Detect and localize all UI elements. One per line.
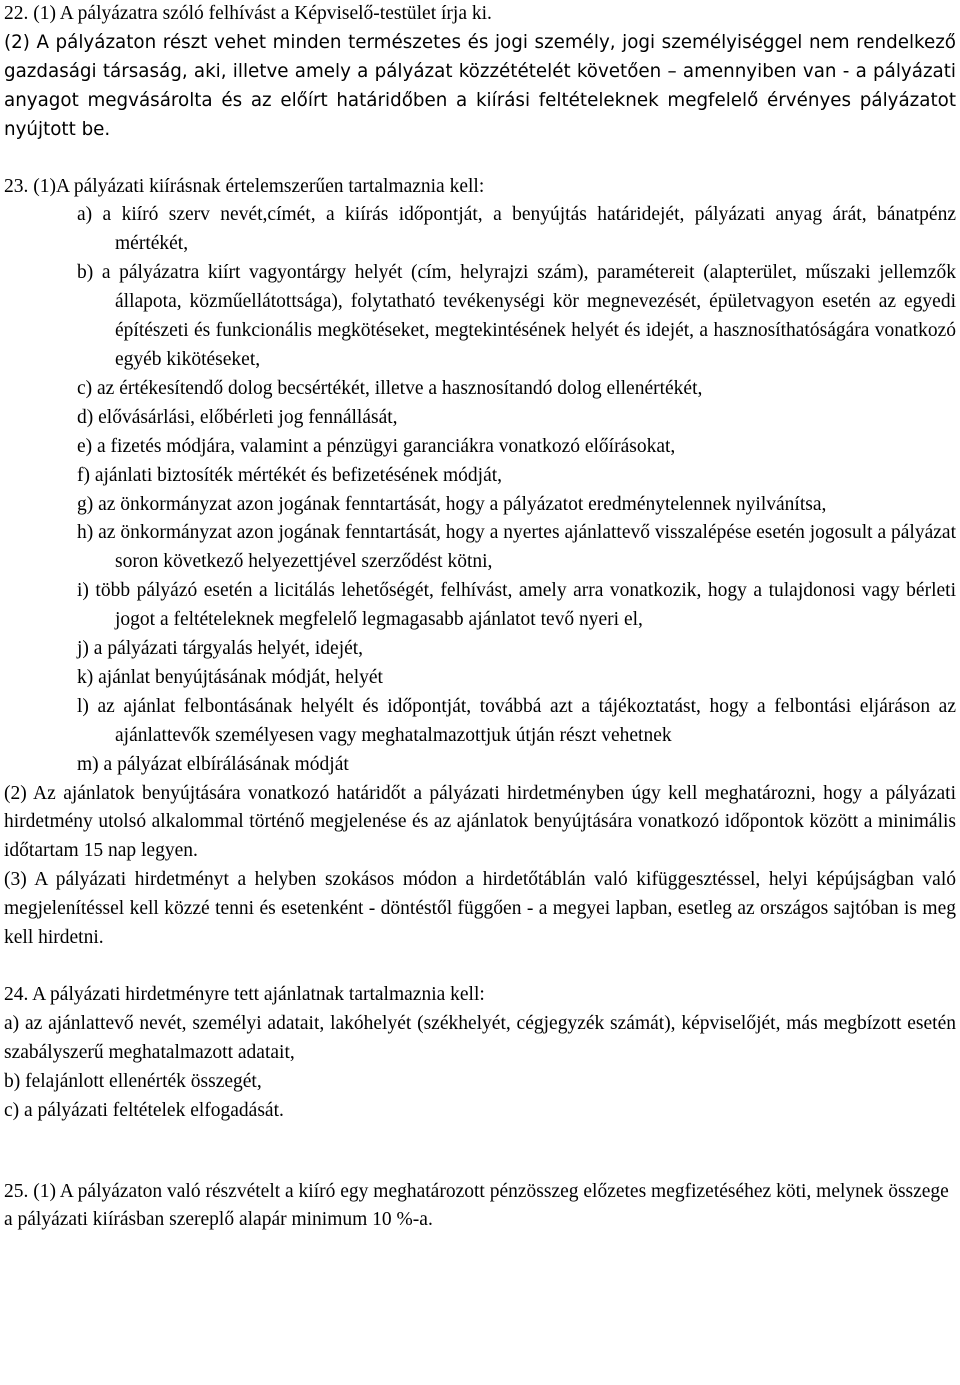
section-24-item-a: a) az ajánlattevő nevét, személyi adatait, lakóhelyét (székhelyét, cégjegyzék számát), képviselőjét, más megbízott esetén szabályszerű meghatalmazott adatait, xyxy=(4,1012,956,1063)
list-item-k: k) ajánlat benyújtásának módját, helyét xyxy=(77,666,383,688)
list-item-c: c) az értékesítendő dolog becsértékét, illetve a hasznosítandó dolog ellenértékét, xyxy=(77,377,703,399)
section-24-heading: 24. A pályázati hirdetményre tett ajánlatnak tartalmaznia kell: xyxy=(4,984,485,1005)
list-item-f: f) ajánlati biztosíték mértékét és befizetésének módját, xyxy=(77,464,503,486)
section-24 xyxy=(4,981,956,1126)
list-item-b: b) a pályázatra kiírt vagyontárgy helyét (cím, helyrajzi szám), paramétereit (alapterület, műszaki jellemzők állapota, közműellátottsága), folytatható tevékenységi kör megnevezését, épületvagyon esetén az egyedi építészeti és funkcionális megkötéseket, megtekintésének helyét és idejét, a hasznosíthatóságára vonatkozó egyéb kikötéseket, xyxy=(77,262,956,370)
list-item-j: j) a pályázati tárgyalás helyét, idejét, xyxy=(77,638,364,660)
section-25-paragraph-1: 25. (1) A pályázaton való részvételt a kiíró egy meghatározott pénzösszeg előzetes megfizetéséhez köti, melynek összege a pályázati kiírásban szereplő alapár minimum 10 %-a. xyxy=(4,1180,949,1231)
list-item-g: g) az önkormányzat azon jogának fenntartását, hogy a pályázatot eredménytelennek nyilvánítsa, xyxy=(77,493,827,515)
section-23-paragraph-3: (3) A pályázati hirdetményt a helyben szokásos módon a hirdetőtáblán való kifüggesztéssel, helyi képújságban való megjelenítéssel kell közzé tenni és esetenként - döntéstől függően - a megyei lapban, esetleg az országos sajtóban is meg kell hirdetni. xyxy=(4,869,956,949)
section-24-item-b: b) felajánlott ellenérték összegét, xyxy=(4,1070,262,1092)
section-22 xyxy=(4,0,956,145)
list-item-h: h) az önkormányzat azon jogának fenntartását, hogy a nyertes ajánlattevő visszalépése esetén jogosult a pályázat soron következő helyezettjével szerződést kötni, xyxy=(77,522,956,573)
spacer xyxy=(4,145,956,173)
list-item-i: i) több pályázó esetén a licitálás lehetőségét, felhívást, amely arra vonatkozik, hogy a tulajdonosi vagy bérleti jogot a feltételeknek megfelelő legmagasabb ajánlatot tevő nyeri el, xyxy=(77,580,956,631)
spacer xyxy=(4,953,956,981)
section-23-list xyxy=(4,201,956,779)
section-25 xyxy=(4,1178,956,1236)
section-23 xyxy=(4,173,956,953)
section-22-paragraph-2: (2) A pályázaton részt vehet minden természetes és jogi személy, jogi személyiséggel nem rendelkező gazdasági társaság, aki, illetve amely a pályázat közzétételét követően – amennyiben van - a pályázati anyagot megvásárolta és az előírt határidőben a kiírási feltételeknek megfelelő érvényes pályázatot nyújtott be. xyxy=(4,31,956,140)
list-item-e: e) a fizetés módjára, valamint a pénzügyi garanciákra vonatkozó előírásokat, xyxy=(77,435,676,457)
section-23-paragraph-2: (2) Az ajánlatok benyújtására vonatkozó határidőt a pályázati hirdetményben úgy kell meghatározni, hogy a pályázati hirdetmény utolsó alkalommal történő megjelenése és az ajánlatok benyújtására vonatkozó időpontok között a minimális időtartam 15 nap legyen. xyxy=(4,782,956,862)
list-item-d: d) elővásárlási, előbérleti jog fennállását, xyxy=(77,406,398,428)
list-item-a: a) a kiíró szerv nevét,címét, a kiírás időpontját, a benyújtás határidejét, pályázati anyag árát, bánatpénz mértékét, xyxy=(77,204,956,255)
section-22-paragraph-1: 22. (1) A pályázatra szóló felhívást a Képviselő-testület írja ki. xyxy=(4,3,492,24)
list-item-l: l) az ajánlat felbontásának helyélt és időpontját, továbbá azt a tájékoztatást, hogy a felbontási eljáráson az ajánlattevők személyesen vagy meghatalmazottjuk útján részt vehetnek xyxy=(77,695,956,746)
spacer xyxy=(4,1126,956,1178)
list-item-m: m) a pályázat elbírálásának módját xyxy=(77,753,349,775)
section-24-item-c: c) a pályázati feltételek elfogadását. xyxy=(4,1099,284,1121)
section-23-heading: 23. (1)A pályázati kiírásnak értelemszerűen tartalmaznia kell: xyxy=(4,175,485,197)
